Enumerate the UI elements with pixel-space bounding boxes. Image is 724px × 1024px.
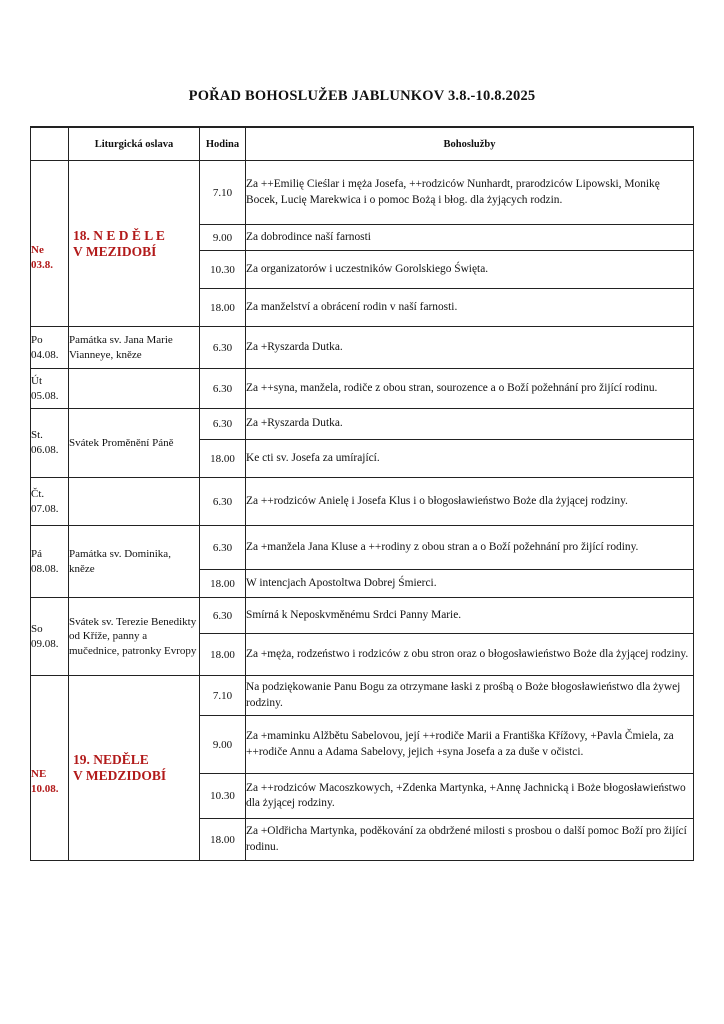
table-row — [31, 598, 694, 634]
day-cell: So 09.08. — [31, 598, 69, 676]
day-cell: Pá 08.08. — [31, 526, 69, 598]
intention-cell: Za +męża, rodzeństwo i rodziców z obu stron oraz o błogosławieństwo Boże dla żyjącej rodziny. — [246, 634, 694, 676]
header-time: Hodina — [200, 127, 246, 161]
intention-cell: Za dobrodince naší farnosti — [246, 225, 694, 251]
header-day — [31, 127, 69, 161]
intention-cell: Za +Oldřicha Martynka, poděkování za obdržené milosti s prosbou o další pomoc Boží pro žijící rodinu. — [246, 819, 694, 861]
time-cell: 6.30 — [200, 526, 246, 570]
intention-cell: Za ++syna, manžela, rodiče z obou stran, sourozence a o Boží požehnání pro žijící rodinu. — [246, 369, 694, 409]
table-header-row — [31, 127, 694, 161]
page-title: POŘAD BOHOSLUŽEB JABLUNKOV 3.8.-10.8.2025 — [188, 88, 536, 104]
day-cell: Ne 03.8. — [31, 161, 69, 327]
intention-cell: Smírná k Neposkvměnému Srdci Panny Marie. — [246, 598, 694, 634]
table-row — [31, 526, 694, 570]
intention-cell: Za ++Emilię Cieślar i męża Josefa, ++rodziców Nunhardt, prarodziców Lipowski, Monikę Bocek, Lucię Marekwica i o pomoc Bożą i błog. dla żyjących rodzin. — [246, 161, 694, 225]
time-cell: 18.00 — [200, 634, 246, 676]
liturgy-cell: Památka sv. Jana Marie Vianneye, kněze — [69, 327, 200, 369]
table-row — [31, 369, 694, 409]
liturgy-cell: 18. N E D Ě L E V MEZIDOBÍ — [69, 161, 200, 327]
intention-cell: Za +maminku Alžbětu Sabelovou, její ++rodiče Marii a Františka Křížovy, +Pavla Čmiela, za ++rodiče Annu a Adama Sabelovy, jejich +syna Josefa a za duše v očistci. — [246, 716, 694, 774]
liturgy-cell: Svátek sv. Terezie Benedikty od Kříže, panny a mučednice, patronky Evropy — [69, 598, 200, 676]
time-cell: 9.00 — [200, 225, 246, 251]
schedule-table — [30, 126, 694, 861]
schedule-body — [31, 161, 694, 861]
intention-cell: W intencjach Apostoltwa Dobrej Śmierci. — [246, 570, 694, 598]
time-cell: 10.30 — [200, 251, 246, 289]
liturgy-cell: Památka sv. Dominika, kněze — [69, 526, 200, 598]
day-cell: Út 05.08. — [31, 369, 69, 409]
day-cell: Čt. 07.08. — [31, 478, 69, 526]
time-cell: 6.30 — [200, 598, 246, 634]
table-row — [31, 327, 694, 369]
time-cell: 18.00 — [200, 289, 246, 327]
liturgy-cell — [69, 369, 200, 409]
day-cell: Po 04.08. — [31, 327, 69, 369]
day-cell: NE 10.08. — [31, 676, 69, 861]
header-intention: Bohoslužby — [246, 127, 694, 161]
intention-cell: Za +Ryszarda Dutka. — [246, 409, 694, 440]
time-cell: 6.30 — [200, 409, 246, 440]
liturgy-cell: 19. NEDĚLE V MEDZIDOBÍ — [69, 676, 200, 861]
time-cell: 18.00 — [200, 819, 246, 861]
intention-cell: Za +Ryszarda Dutka. — [246, 327, 694, 369]
liturgy-cell: Svátek Proměnění Páně — [69, 409, 200, 478]
table-row — [31, 676, 694, 716]
time-cell: 9.00 — [200, 716, 246, 774]
intention-cell: Za manželství a obrácení rodin v naší farnosti. — [246, 289, 694, 327]
liturgy-cell — [69, 478, 200, 526]
table-row — [31, 161, 694, 225]
header-liturgy: Liturgická oslava — [69, 127, 200, 161]
time-cell: 18.00 — [200, 570, 246, 598]
table-row — [31, 478, 694, 526]
intention-cell: Za +manžela Jana Kluse a ++rodiny z obou stran a o Boží požehnání pro žijící rodiny. — [246, 526, 694, 570]
time-cell: 18.00 — [200, 440, 246, 478]
intention-cell: Na podziękowanie Panu Bogu za otrzymane łaski z prośbą o Boże błogosławieństwo dla żywej rodziny. — [246, 676, 694, 716]
time-cell: 6.30 — [200, 327, 246, 369]
intention-cell: Ke cti sv. Josefa za umírající. — [246, 440, 694, 478]
intention-cell: Za ++rodziców Anielę i Josefa Klus i o błogosławieństwo Boże dla żyjącej rodziny. — [246, 478, 694, 526]
day-cell: St. 06.08. — [31, 409, 69, 478]
table-row — [31, 409, 694, 440]
time-cell: 10.30 — [200, 774, 246, 819]
intention-cell: Za ++rodziców Macoszkowych, +Zdenka Martynka, +Annę Jachnicką i Boże błogosławieństwo dla żyjącej rodziny. — [246, 774, 694, 819]
time-cell: 6.30 — [200, 369, 246, 409]
time-cell: 6.30 — [200, 478, 246, 526]
intention-cell: Za organizatorów i uczestników Gorolskiego Święta. — [246, 251, 694, 289]
time-cell: 7.10 — [200, 676, 246, 716]
time-cell: 7.10 — [200, 161, 246, 225]
